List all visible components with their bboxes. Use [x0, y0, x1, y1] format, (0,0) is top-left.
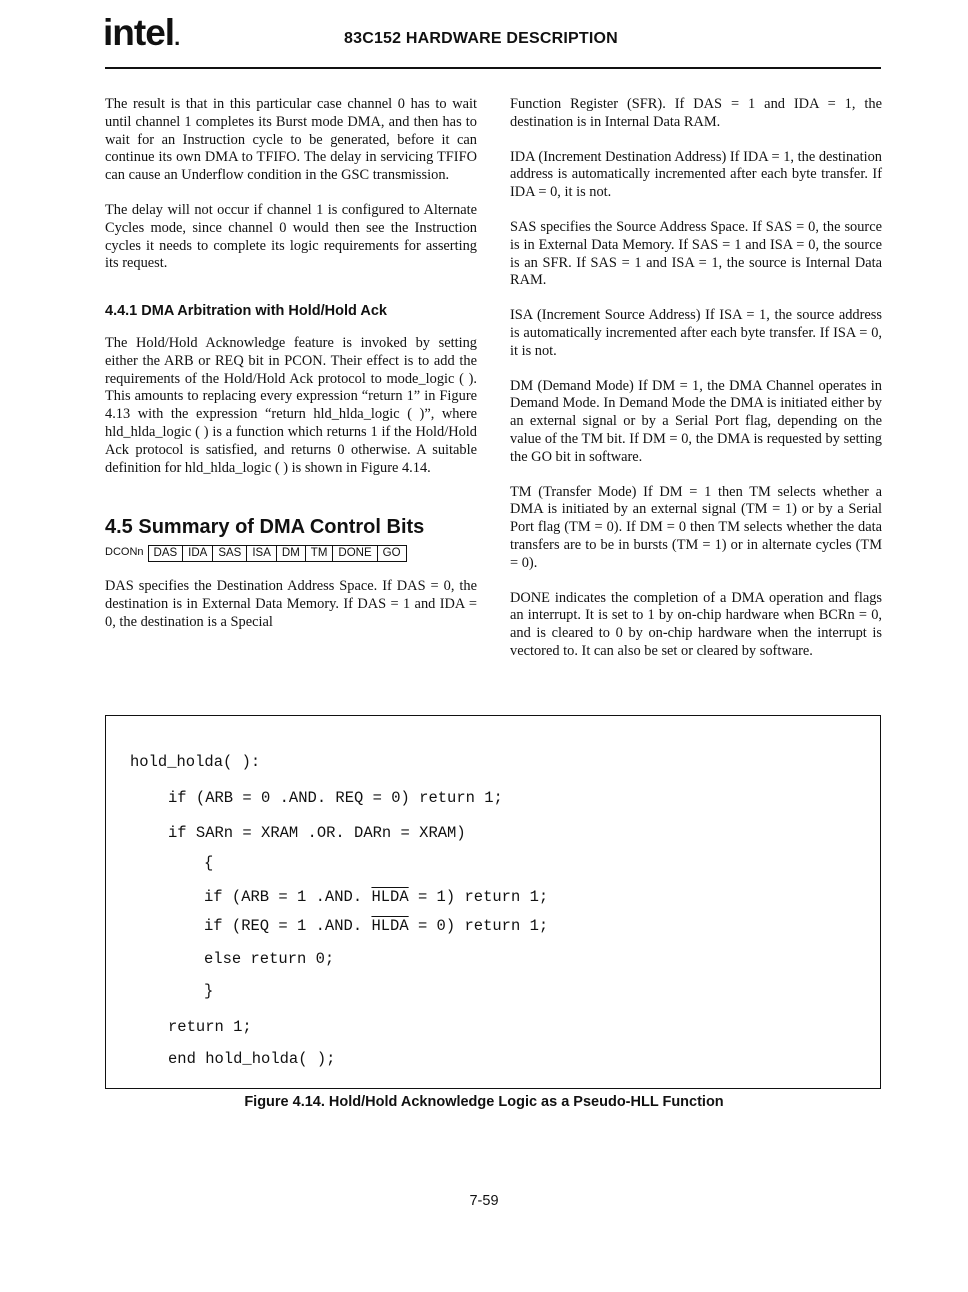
code-line: else return 0; [204, 950, 335, 968]
register-bit: DM [276, 546, 305, 561]
section-heading: 4.5 Summary of DMA Control Bits [105, 516, 425, 539]
code-line: end hold_holda( ); [168, 1050, 336, 1068]
code-segment: if (REQ = 1 .AND. [204, 917, 372, 935]
code-hlda-overbar: HLDA [371, 888, 409, 906]
paragraph-dm: DM (Demand Mode) If DM = 1, the DMA Channel operates in Demand Mode. In Demand Mode the DMA is initiated either by an external signal or by a Serial Port flag, depending on the value of the TM bit. If DM = 0, the DMA is requested by setting the GO bit in software. [510, 377, 882, 465]
paragraph-sas: SAS specifies the Source Address Space. If SAS = 0, the source is in External Data Memory. If SAS = 1 and ISA = 0, the source is an SFR. If SAS = 1 and ISA = 1, the source is Internal Data RAM. [510, 218, 882, 289]
page-header-title: 83C152 HARDWARE DESCRIPTION [344, 30, 618, 47]
register-bit: GO [377, 546, 406, 561]
logo-text: intel [103, 12, 175, 53]
register-name: DCONn [105, 546, 144, 559]
paragraph-hold-hold-ack: The Hold/Hold Acknowledge feature is invoked by setting either the ARB or REQ bit in PCON. Their effect is to add the requirements of the Hold/Hold Ack protocol to mode_logic ( ). This amounts to replacing every expression “return 1” in Figure 4.13 with the expression “return hld_hlda_logic ( )”, where hld_hlda_logic ( ) is a function which returns 1 if the Hold/Hold Ack protocol is satisfied, and returns 0 otherwise. A suitable definition for hld_hlda_logic ( ) is shown in Figure 4.14. [105, 334, 477, 476]
paragraph-tm: TM (Transfer Mode) If DM = 1 then TM selects whether a DMA is initiated by an external signal (TM = 1) or by a Serial Port flag (TM = 0). If DM = 0 then TM selects whether the data transfers are to be in bursts (TM = 1) or in alternate cycles (TM = 0). [510, 483, 882, 571]
code-line: { [204, 854, 214, 872]
paragraph-isa: ISA (Increment Source Address) If ISA = 1, the source address is automatically incremented after each byte transfer. If ISA = 0, it is not. [510, 307, 882, 359]
register-diagram [105, 544, 477, 562]
code-segment: if (ARB = 1 .AND. [204, 888, 372, 906]
code-line: if SARn = XRAM .OR. DARn = XRAM) [168, 824, 466, 842]
register-bit: DAS [153, 546, 178, 559]
subsection-heading: 4.4.1 DMA Arbitration with Hold/Hold Ack [105, 303, 387, 320]
code-hlda-overbar: HLDA [371, 917, 409, 935]
register-bit: IDA [182, 546, 212, 561]
page-number: 7-59 [469, 1193, 499, 1209]
code-line: } [204, 982, 214, 1000]
code-line: hold_holda( ): [130, 753, 261, 771]
register-bit: ISA [246, 546, 276, 561]
paragraph-done: DONE indicates the completion of a DMA operation and flags an interrupt. It is set to 1 by on-chip hardware when BCRn = 0, and is cleared to 0 by on-chip hardware when the interrupt is vectored to. It can also be set or cleared by software. [510, 589, 882, 659]
register-bit: TM [305, 546, 333, 561]
header-divider [105, 67, 881, 69]
code-line [204, 917, 548, 935]
code-line: return 1; [168, 1018, 252, 1036]
code-line [204, 888, 548, 906]
paragraph-channel-delay: The result is that in this particular case channel 0 has to wait until channel 1 completes its Burst mode DMA, and then has to wait for an Instruction cycle to be generated, before it can continue its own DMA to TFIFO. The delay in servicing TFIFO can cause an Underflow condition in the GSC transmission. [105, 96, 477, 184]
paragraph-alternate-cycles: The delay will not occur if channel 1 is configured to Alternate Cycles mode, since channel 0 would then see the Instruction cycles it needs to complete its logic requirements for asserting its request. [105, 201, 477, 272]
paragraph-ida: IDA (Increment Destination Address) If IDA = 1, the destination address is automatically incremented after each byte transfer. If IDA = 0, it is not. [510, 148, 882, 201]
intel-logo [103, 14, 179, 51]
code-segment: = 1) return 1; [408, 888, 549, 906]
figure-caption: Figure 4.14. Hold/Hold Acknowledge Logic as a Pseudo-HLL Function [244, 1094, 724, 1110]
register-bit: SAS [212, 546, 246, 561]
paragraph-das-continued: Function Register (SFR). If DAS = 1 and IDA = 1, the destination is in Internal Data RAM. [510, 96, 882, 130]
figure-code-box [105, 715, 881, 1089]
code-line: if (ARB = 0 .AND. REQ = 0) return 1; [168, 789, 503, 807]
logo-dot: . [174, 25, 180, 50]
register-bit-fields [148, 545, 407, 562]
register-bit: DONE [332, 546, 376, 561]
right-column [510, 96, 882, 678]
code-segment: = 0) return 1; [408, 917, 549, 935]
paragraph-das: DAS specifies the Destination Address Space. If DAS = 0, the destination is in External Data Memory. If DAS = 1 and IDA = 0, the destination is a Special [105, 577, 477, 630]
left-column [105, 96, 477, 648]
